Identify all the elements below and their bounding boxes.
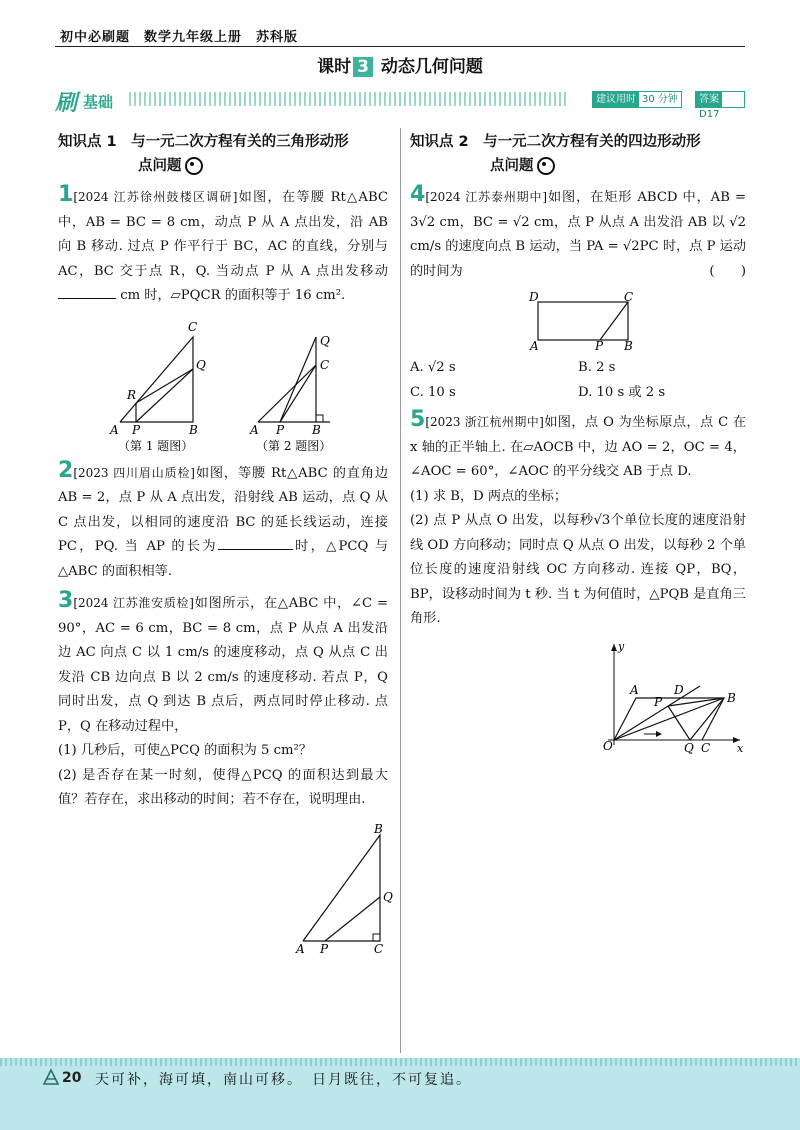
label-A: A xyxy=(296,941,305,956)
section-name: 基础 xyxy=(83,93,114,111)
option-c[interactable]: C. 10 s xyxy=(410,384,456,400)
label-Q: Q xyxy=(684,740,694,755)
label-C: C xyxy=(320,357,330,372)
fig2-caption: （第 2 题图） xyxy=(256,438,332,453)
question-text: 如图所示，在△ABC 中，∠C = 90°，AC = 6 cm，BC = 8 cm，点 P 从点 A 出发沿边 AC 向点 C 以 1 cm/s 的速度移动，点 Q 从点 C 出发沿 CB 边向点 B 以 2 cm/s 的速度移动. 若点 P，Q 同时出发，点 Q 到达 B 点后，两点同时停止移动. 点 P，Q 在移动过程中， xyxy=(58,596,389,734)
answer-label: 答案 xyxy=(696,92,722,107)
lesson-title xyxy=(0,52,800,77)
question-source: [2023 四川眉山质检] xyxy=(73,465,195,480)
time-tag xyxy=(592,91,682,108)
knowledge-point-2-title xyxy=(410,130,746,178)
label-P: P xyxy=(132,422,141,437)
question-number: 5 xyxy=(410,407,426,432)
left-column xyxy=(58,130,393,956)
book-header: 初中必刷题 数学九年级上册 苏科版 xyxy=(60,30,299,45)
q5-part-1: (1) 求 B，D 两点的坐标； xyxy=(410,488,568,504)
footer-motto: 天可补，海可填，南山可移。 日月既往，不可复追。 xyxy=(95,1072,472,1088)
header-divider xyxy=(55,46,745,47)
label-B: B xyxy=(374,821,383,836)
lesson-number: 3 xyxy=(353,57,373,77)
question-4 xyxy=(410,184,746,284)
lesson-name: 动态几何问题 xyxy=(380,57,483,77)
target-icon xyxy=(537,157,555,175)
kp2-line1: 知识点 2 与一元二次方程有关的四边形动形 xyxy=(410,134,701,150)
decorative-hatch xyxy=(129,92,569,106)
label-C: C xyxy=(374,941,384,956)
question-source: [2024 江苏泰州期中] xyxy=(425,190,548,204)
kp1-line2: 点问题 xyxy=(138,158,182,174)
question-1 xyxy=(58,184,388,309)
label-P: P xyxy=(654,694,663,709)
figure-1 xyxy=(109,320,206,437)
question-text: 如图，在矩形 ABCD 中， xyxy=(547,190,711,205)
label-B: B xyxy=(189,422,198,437)
answer-blank[interactable] xyxy=(58,284,116,299)
q3-part-2: (2) 是否存在某一时刻，使得△PCQ 的面积达到最大值？若存在，求出移动的时间；若不存在，说明理由. xyxy=(58,767,388,807)
label-C: C xyxy=(188,319,198,334)
lesson-prefix: 课时 xyxy=(317,57,352,77)
label-D: D xyxy=(529,290,539,304)
label-P: P xyxy=(595,339,604,353)
footer-stripe xyxy=(0,1058,800,1066)
brush-logo: 刷 xyxy=(55,91,78,116)
label-A: A xyxy=(250,422,259,437)
figure-4 xyxy=(410,290,746,352)
question-text: 如图，在等腰 Rt△ABC 中，AB = BC = 8 cm，动点 P 从 A 点出发，沿 AB 向 B 移动. 过点 P 作平行于 BC，AC 的直线，分别与 AC，BC 交于点 R，Q. 当动点 P 从 A 点出发移动 xyxy=(58,190,388,279)
label-D: D xyxy=(674,682,684,697)
answer-paren[interactable]: ( ) xyxy=(709,263,746,279)
answer-blank[interactable] xyxy=(218,535,293,550)
kp2-line2: 点问题 xyxy=(490,158,534,174)
time-label: 建议用时 xyxy=(593,92,639,107)
question-number: 1 xyxy=(58,182,74,207)
axis-label-x: x xyxy=(737,741,744,755)
figures-1-2 xyxy=(58,317,388,452)
question-text: 如图，点 O 为坐标原点，点 C 在 x 轴的正半轴上. 在▱AOCB 中，边 AO = 2，OC = 4，∠AOC = 60°，∠AOC 的平分线交 AB 于点 D. xyxy=(410,415,747,479)
label-A: A xyxy=(530,339,539,353)
question-number: 2 xyxy=(58,457,74,483)
fig1-caption: （第 1 题图） xyxy=(118,438,194,453)
right-column xyxy=(410,130,747,755)
answer-tag xyxy=(695,91,745,120)
label-Q: Q xyxy=(320,333,330,348)
brush-pen-icon xyxy=(42,1068,60,1086)
label-P: P xyxy=(276,422,285,437)
knowledge-point-1-title xyxy=(58,130,388,178)
label-A: A xyxy=(630,682,639,697)
q3-part-1: (1) 几秒后，可使△PCQ 的面积为 5 cm²？ xyxy=(58,743,312,758)
label-Q: Q xyxy=(196,357,206,372)
question-number: 4 xyxy=(410,182,426,207)
question-text-cont: cm 时，▱PQCR 的面积等于 16 cm². xyxy=(120,288,346,303)
kp1-line1: 知识点 1 与一元二次方程有关的三角形动形 xyxy=(58,134,349,150)
section-band xyxy=(55,86,745,120)
axis-label-y: y xyxy=(618,639,625,653)
question-source: [2024 江苏徐州鼓楼区调研] xyxy=(73,190,238,204)
label-Q: Q xyxy=(383,889,393,904)
question-number: 3 xyxy=(58,588,74,613)
label-A: A xyxy=(110,422,119,437)
label-C: C xyxy=(624,290,634,304)
label-O: O xyxy=(603,738,613,753)
column-divider xyxy=(400,128,401,1053)
option-a[interactable]: A. √2 s xyxy=(410,360,456,375)
question-source: [2024 江苏淮安质检] xyxy=(73,596,194,610)
answer-value: D17 xyxy=(699,109,720,120)
time-value: 30 分钟 xyxy=(642,94,678,105)
label-B: B xyxy=(624,339,633,353)
label-B: B xyxy=(727,690,736,705)
label-R: R xyxy=(127,387,137,402)
q4-options xyxy=(410,356,746,405)
target-icon xyxy=(185,157,203,175)
question-source: [2023 浙江杭州期中] xyxy=(425,415,544,429)
label-P: P xyxy=(320,941,329,956)
question-2 xyxy=(58,457,389,585)
figure-2 xyxy=(249,334,330,437)
question-5 xyxy=(410,409,746,632)
question-text: 如图，等腰 Rt△ABC 的直角边 AB = 2，点 P 从 A 点出发，沿射线 AB 运动，点 Q 从 C 点出发，以相同的速度沿 BC 的延长线运动，连接 PC，PQ. 当 AP 的长为 xyxy=(58,465,389,554)
page-number: 20 xyxy=(62,1070,82,1086)
q5-part-2: (2) 点 P 从点 O 出发，以每秒√3个单位长度的速度沿射线 OD 方向移动；同时点 Q 从点 O 出发，以每秒 2 个单位长度的速度沿射线 OC 方向移动. 连接 QP，BQ，BP，设移动时间为 t 秒. 当 t 为何值时，△PQB 是直角三角形. xyxy=(410,513,746,626)
option-d[interactable]: D. 10 s 或 2 s xyxy=(578,384,666,400)
label-B: B xyxy=(312,422,321,437)
question-3 xyxy=(58,590,388,813)
question-text-cont: 时，△PCQ 与△ABC 的面积相等. xyxy=(58,539,389,579)
figure-5 xyxy=(410,639,746,755)
figure-3 xyxy=(58,821,393,956)
question-text-cont: AB = 3√2 cm，BC = √2 cm，点 P 从点 A 出发沿 AB 以 √2 cm/s 的速度向点 B 运动，当 PA = √2PC 时，点 P 运动的时间为 xyxy=(410,190,747,279)
option-b[interactable]: B. 2 s xyxy=(578,360,616,375)
label-C: C xyxy=(701,740,711,755)
